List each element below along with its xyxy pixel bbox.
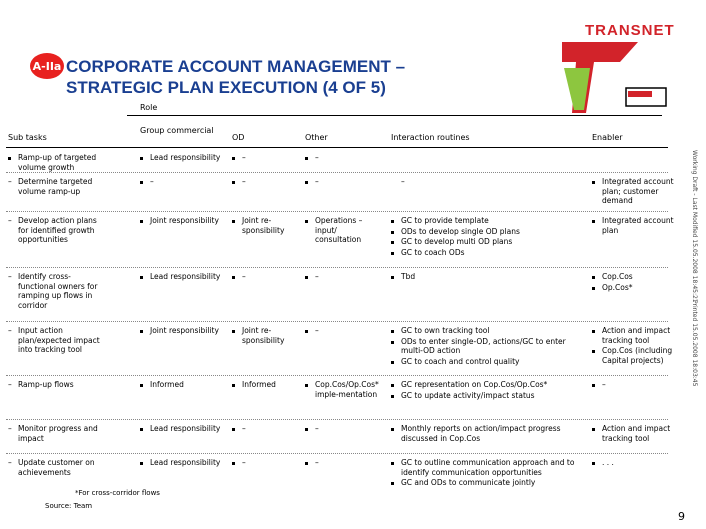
row-divider bbox=[6, 375, 668, 376]
bullet-icon bbox=[391, 231, 394, 234]
table-cell bbox=[8, 380, 103, 391]
list-item: – bbox=[232, 424, 300, 434]
table-cell bbox=[391, 380, 581, 401]
bullet-icon bbox=[391, 361, 394, 364]
table-cell bbox=[140, 177, 225, 188]
table-cell bbox=[592, 326, 674, 366]
table-cell bbox=[592, 177, 674, 207]
table-cell bbox=[232, 153, 300, 164]
list-item: GC to outline communication approach and to identify communication opportunities bbox=[391, 458, 581, 477]
bullet-icon bbox=[391, 220, 394, 223]
table-cell bbox=[305, 380, 385, 400]
dash-icon: – bbox=[8, 177, 12, 186]
list-item: Cop.Cos (including Capital projects) bbox=[592, 346, 674, 365]
list-item: Op.Cos* bbox=[592, 283, 674, 293]
column-header: OD bbox=[232, 133, 245, 142]
bullet-icon bbox=[140, 220, 143, 223]
role-label: Role bbox=[140, 103, 158, 112]
bullet-icon bbox=[8, 157, 11, 160]
list-item: Integrated account plan bbox=[592, 216, 674, 235]
table-cell bbox=[305, 458, 385, 469]
list-item: Action and impact tracking tool bbox=[592, 326, 674, 345]
bullet-icon bbox=[305, 330, 308, 333]
row-divider bbox=[6, 321, 668, 322]
table-cell bbox=[391, 216, 581, 258]
list-item: GC to coach and control quality bbox=[391, 357, 581, 367]
table-cell bbox=[140, 458, 225, 469]
list-item: GC to coach ODs bbox=[391, 248, 581, 258]
page-title: CORPORATE ACCOUNT MANAGEMENT – STRATEGIC PLAN EXECUTION (4 OF 5) bbox=[66, 57, 406, 97]
table-cell bbox=[391, 458, 581, 489]
bullet-icon bbox=[232, 181, 235, 184]
table-cell bbox=[232, 272, 300, 283]
dash-icon: – bbox=[8, 380, 12, 389]
bullet-icon bbox=[140, 462, 143, 465]
table-cell bbox=[232, 216, 300, 236]
list-item: – Identify cross-functional owners for ramping up flows in corridor bbox=[8, 272, 98, 310]
table-cell bbox=[232, 458, 300, 469]
table-cell bbox=[391, 326, 581, 367]
list-item: – bbox=[305, 272, 385, 282]
source-note: Source: Team bbox=[45, 502, 93, 510]
bullet-icon bbox=[592, 350, 595, 353]
bullet-icon bbox=[592, 384, 595, 387]
row-divider bbox=[6, 419, 668, 420]
list-item: Ramp-up of targeted volume growth bbox=[8, 153, 103, 172]
table-cell bbox=[8, 326, 103, 356]
dash-icon: – bbox=[8, 458, 12, 467]
bullet-icon bbox=[305, 428, 308, 431]
list-item: – bbox=[305, 153, 385, 163]
header-divider bbox=[6, 147, 668, 148]
column-header: Enabler bbox=[592, 133, 623, 142]
list-item: . . . bbox=[592, 458, 674, 468]
bullet-icon bbox=[305, 220, 308, 223]
draft-label: Working Draft - Last Modified 15.05.2008 18:45:21 bbox=[691, 150, 698, 303]
list-item: Cop.Cos/Op.Cos* imple-mentation bbox=[305, 380, 385, 399]
list-item: Lead responsibility bbox=[140, 458, 225, 468]
list-item: ODs to develop single OD plans bbox=[391, 227, 581, 237]
table-cell bbox=[592, 216, 674, 236]
table-cell bbox=[592, 458, 674, 469]
table-cell bbox=[391, 424, 581, 444]
list-item: – bbox=[305, 326, 385, 336]
list-item: – bbox=[232, 153, 300, 163]
table-cell bbox=[305, 153, 385, 164]
list-item: Joint responsibility bbox=[140, 216, 225, 226]
column-header: Interaction routines bbox=[391, 133, 470, 142]
bullet-icon bbox=[391, 330, 394, 333]
table-cell bbox=[140, 216, 225, 227]
list-item: – bbox=[232, 272, 300, 282]
dash-icon: – bbox=[8, 216, 12, 225]
list-item: Integrated account plan; customer demand bbox=[592, 177, 674, 206]
column-header: Group commercial bbox=[140, 126, 214, 135]
bullet-icon bbox=[592, 287, 595, 290]
transnet-logo-icon bbox=[560, 40, 670, 115]
bullet-icon bbox=[391, 482, 394, 485]
list-item: GC to develop multi OD plans bbox=[391, 237, 581, 247]
dash-icon: – bbox=[8, 424, 12, 433]
bullet-icon bbox=[232, 428, 235, 431]
bullet-icon bbox=[391, 428, 394, 431]
table-cell bbox=[305, 216, 385, 246]
row-divider bbox=[6, 453, 668, 454]
bullet-icon bbox=[305, 181, 308, 184]
bullet-icon bbox=[232, 462, 235, 465]
bullet-icon bbox=[140, 330, 143, 333]
bullet-icon bbox=[391, 462, 394, 465]
table-cell bbox=[140, 153, 225, 164]
list-item: – Determine targeted volume ramp-up bbox=[8, 177, 93, 196]
list-item: – bbox=[305, 424, 385, 434]
table-cell bbox=[140, 380, 225, 391]
list-item: – bbox=[232, 177, 300, 187]
table-cell bbox=[140, 326, 225, 337]
list-item: – bbox=[232, 458, 300, 468]
table-cell bbox=[140, 424, 225, 435]
list-item: Informed bbox=[232, 380, 300, 390]
bullet-icon bbox=[391, 276, 394, 279]
bullet-icon bbox=[592, 220, 595, 223]
list-item: – Monitor progress and impact bbox=[8, 424, 98, 443]
table-cell bbox=[232, 326, 300, 346]
bullet-icon bbox=[140, 428, 143, 431]
printed-label: Printed 15.05.2008 18:03:45 bbox=[691, 300, 698, 387]
list-item: Lead responsibility bbox=[140, 153, 225, 163]
footnote: *For cross-corridor flows bbox=[75, 489, 160, 497]
bullet-icon bbox=[140, 181, 143, 184]
list-item: – Develop action plans for identified growth opportunities bbox=[8, 216, 97, 244]
list-item: ODs to enter single-OD, actions/GC to enter multi-OD action bbox=[391, 337, 581, 356]
page-number: 9 bbox=[678, 510, 685, 523]
row-divider bbox=[6, 267, 668, 268]
bullet-icon bbox=[232, 276, 235, 279]
bullet-icon bbox=[391, 395, 394, 398]
bullet-icon bbox=[391, 341, 394, 344]
list-item: Cop.Cos bbox=[592, 272, 674, 282]
table-cell bbox=[8, 177, 103, 197]
bullet-icon bbox=[592, 330, 595, 333]
list-item: – bbox=[305, 177, 385, 187]
row-divider bbox=[6, 211, 668, 212]
list-item: Joint re-sponsibility bbox=[232, 326, 300, 345]
column-header: Other bbox=[305, 133, 328, 142]
list-item: – bbox=[305, 458, 385, 468]
list-item: GC representation on Cop.Cos/Op.Cos* bbox=[391, 380, 581, 390]
bullet-icon bbox=[140, 384, 143, 387]
list-item: – bbox=[140, 177, 225, 187]
section-badge: A-IIa bbox=[30, 53, 64, 79]
list-item: GC to provide template bbox=[391, 216, 581, 226]
list-item: GC and ODs to communicate jointly bbox=[391, 478, 581, 488]
table-cell bbox=[592, 272, 674, 293]
list-item: GC to own tracking tool bbox=[391, 326, 581, 336]
table-cell bbox=[8, 216, 103, 246]
list-item: – bbox=[401, 177, 405, 186]
dash-icon: – bbox=[8, 326, 12, 335]
list-item: Tbd bbox=[391, 272, 581, 282]
list-item: Joint responsibility bbox=[140, 326, 225, 336]
table-cell bbox=[305, 326, 385, 337]
bullet-icon bbox=[140, 157, 143, 160]
bullet-icon bbox=[391, 252, 394, 255]
bullet-icon bbox=[232, 220, 235, 223]
table-cell bbox=[232, 380, 300, 391]
bullet-icon bbox=[592, 276, 595, 279]
list-item: GC to update activity/impact status bbox=[391, 391, 581, 401]
table-cell bbox=[8, 272, 103, 311]
list-item: Operations – input/ consultation bbox=[305, 216, 385, 245]
role-divider bbox=[127, 115, 662, 116]
table-cell bbox=[232, 424, 300, 435]
table-cell bbox=[305, 272, 385, 283]
table-cell bbox=[592, 424, 674, 444]
dash-icon: – bbox=[8, 272, 12, 281]
bullet-icon bbox=[140, 276, 143, 279]
table-cell bbox=[140, 272, 225, 283]
brand-name: TRANSNET bbox=[585, 22, 675, 39]
table-cell bbox=[8, 153, 103, 173]
list-item: – bbox=[592, 380, 674, 390]
bullet-icon bbox=[232, 330, 235, 333]
bullet-icon bbox=[592, 462, 595, 465]
list-item: Monthly reports on action/impact progress discussed in Cop.Cos bbox=[391, 424, 581, 443]
bullet-icon bbox=[391, 241, 394, 244]
bullet-icon bbox=[592, 428, 595, 431]
table-cell bbox=[391, 272, 581, 283]
table-cell bbox=[8, 424, 103, 444]
bullet-icon bbox=[305, 276, 308, 279]
row-divider bbox=[6, 172, 668, 173]
list-item: Joint re-sponsibility bbox=[232, 216, 300, 235]
column-header: Sub tasks bbox=[8, 133, 47, 142]
list-item: Action and impact tracking tool bbox=[592, 424, 674, 443]
bullet-icon bbox=[232, 157, 235, 160]
bullet-icon bbox=[592, 181, 595, 184]
table-cell bbox=[592, 380, 674, 391]
bullet-icon bbox=[305, 462, 308, 465]
list-item: – Ramp-up flows bbox=[8, 380, 74, 389]
bullet-icon bbox=[391, 384, 394, 387]
table-cell bbox=[305, 424, 385, 435]
list-item: Informed bbox=[140, 380, 225, 390]
list-item: Lead responsibility bbox=[140, 424, 225, 434]
list-item: – Input action plan/expected impact into tracking tool bbox=[8, 326, 100, 354]
list-item: Lead responsibility bbox=[140, 272, 225, 282]
list-item: – Update customer on achievements bbox=[8, 458, 95, 477]
table-cell bbox=[232, 177, 300, 188]
table-cell bbox=[8, 458, 103, 478]
bullet-icon bbox=[232, 384, 235, 387]
table-cell bbox=[391, 177, 581, 188]
bullet-icon bbox=[305, 384, 308, 387]
table-cell bbox=[305, 177, 385, 188]
bullet-icon bbox=[305, 157, 308, 160]
